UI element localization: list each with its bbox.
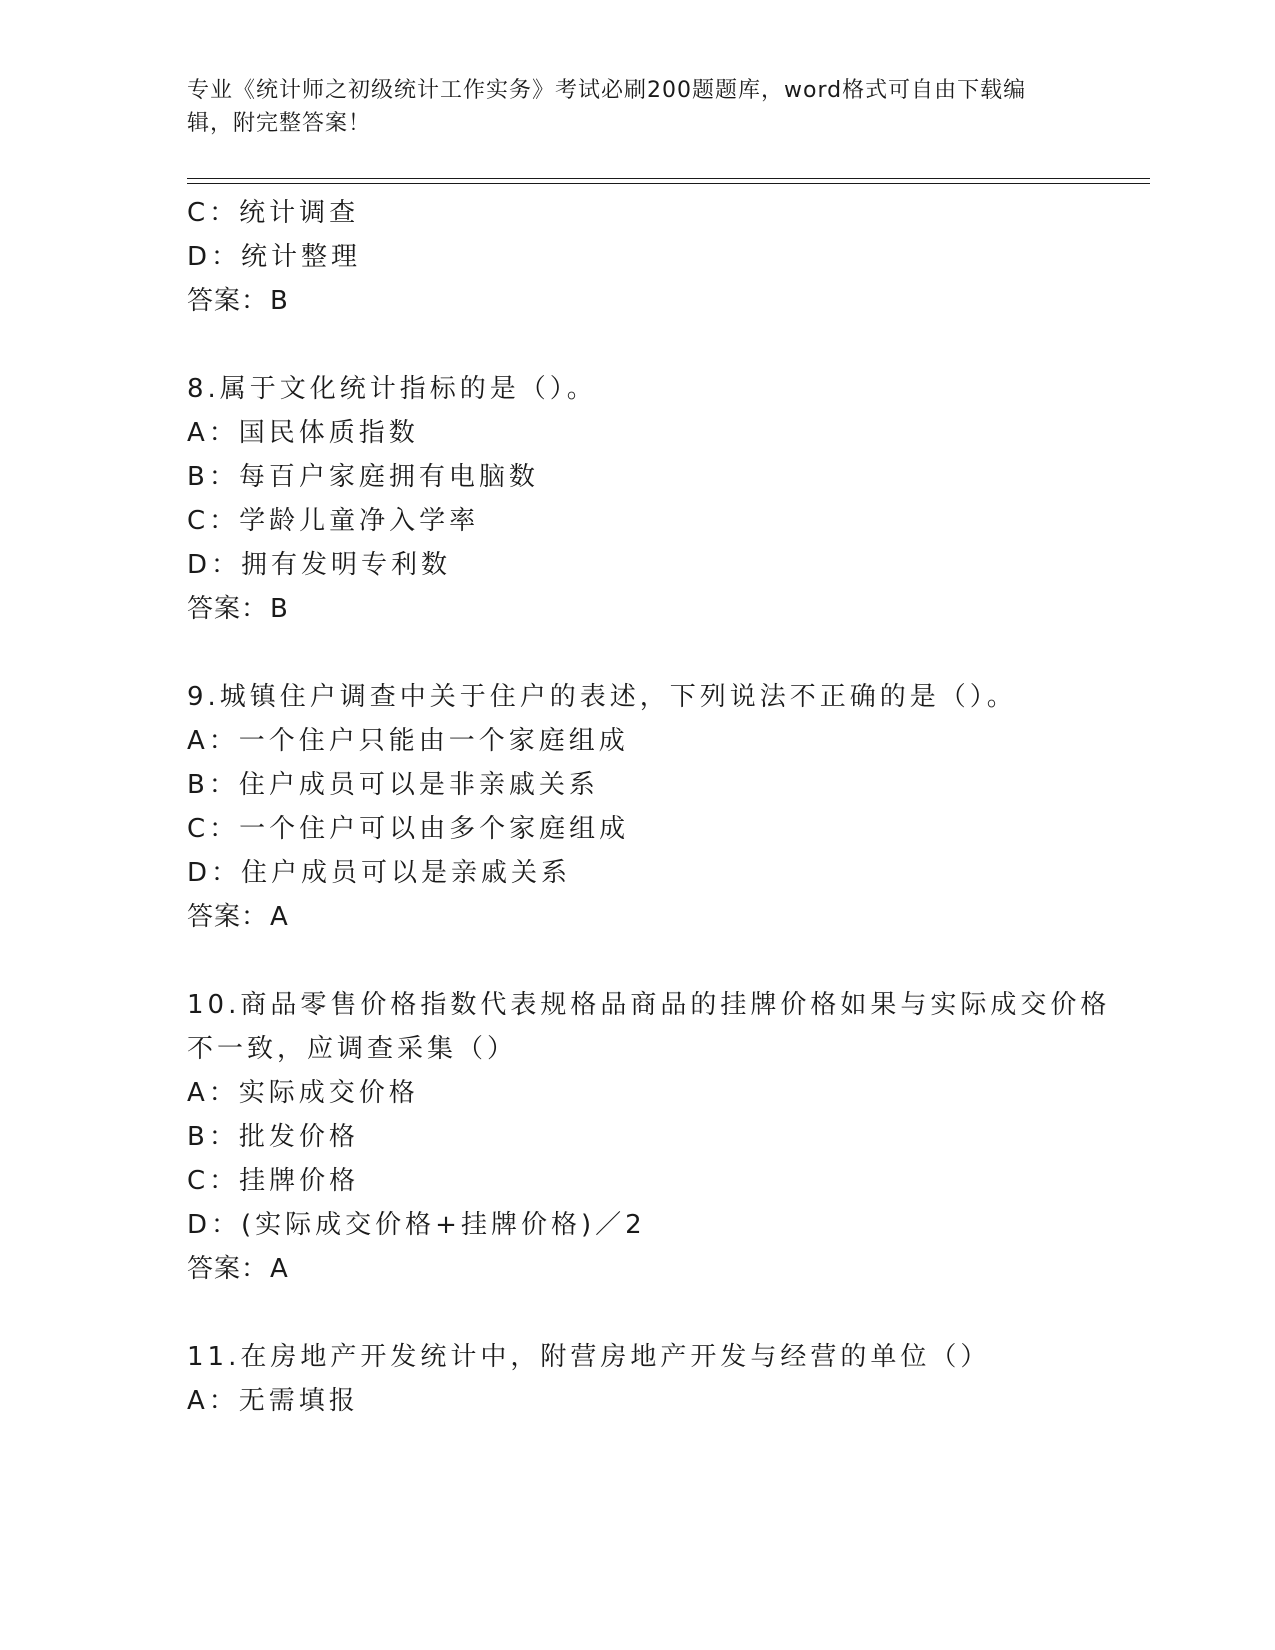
document-header: 专业《统计师之初级统计工作实务》考试必刷200题题库，word格式可自由下载编辑，附完整答案！ bbox=[187, 78, 1027, 136]
q10-option-b: B：批发价格 bbox=[187, 1122, 359, 1152]
q9-answer bbox=[187, 902, 289, 932]
q11-stem: 11.在房地产开发统计中，附营房地产开发与经营的单位（） bbox=[187, 1342, 991, 1372]
q10-option-c: C：挂牌价格 bbox=[187, 1166, 360, 1196]
q10-option-a: A：实际成交价格 bbox=[187, 1078, 419, 1108]
answer-label: 答案： bbox=[187, 1254, 269, 1284]
q10-answer bbox=[187, 1254, 289, 1284]
q8-stem: 8.属于文化统计指标的是（）。 bbox=[187, 374, 597, 404]
q10-option-d: D：(实际成交价格+挂牌价格)／2 bbox=[187, 1210, 646, 1240]
q8-option-c: C：学龄儿童净入学率 bbox=[187, 506, 480, 536]
header-divider-top bbox=[187, 178, 1150, 179]
answer-value: A bbox=[270, 1254, 289, 1284]
answer-value: B bbox=[270, 594, 289, 624]
q7-option-d: D：统计整理 bbox=[187, 242, 362, 272]
q7-option-c: C：统计调查 bbox=[187, 198, 360, 228]
q9-stem: 9.城镇住户调查中关于住户的表述，下列说法不正确的是（）。 bbox=[187, 682, 1017, 712]
q9-option-b: B：住户成员可以是非亲戚关系 bbox=[187, 770, 599, 800]
q9-option-a: A：一个住户只能由一个家庭组成 bbox=[187, 726, 629, 756]
q9-option-d: D：住户成员可以是亲戚关系 bbox=[187, 858, 572, 888]
answer-label: 答案： bbox=[187, 286, 269, 316]
q8-option-b: B：每百户家庭拥有电脑数 bbox=[187, 462, 539, 492]
q8-answer bbox=[187, 594, 289, 624]
q8-option-d: D：拥有发明专利数 bbox=[187, 550, 452, 580]
q7-answer bbox=[187, 286, 289, 316]
header-divider-bottom bbox=[187, 183, 1150, 184]
q9-option-c: C：一个住户可以由多个家庭组成 bbox=[187, 814, 630, 844]
q10-stem-line1: 10.商品零售价格指数代表规格品商品的挂牌价格如果与实际成交价格 bbox=[187, 990, 1111, 1020]
q8-option-a: A：国民体质指数 bbox=[187, 418, 419, 448]
q11-option-a: A：无需填报 bbox=[187, 1386, 359, 1416]
q10-stem-line2: 不一致，应调查采集（） bbox=[187, 1034, 518, 1064]
answer-value: A bbox=[270, 902, 289, 932]
answer-label: 答案： bbox=[187, 902, 269, 932]
answer-value: B bbox=[270, 286, 289, 316]
answer-label: 答案： bbox=[187, 594, 269, 624]
